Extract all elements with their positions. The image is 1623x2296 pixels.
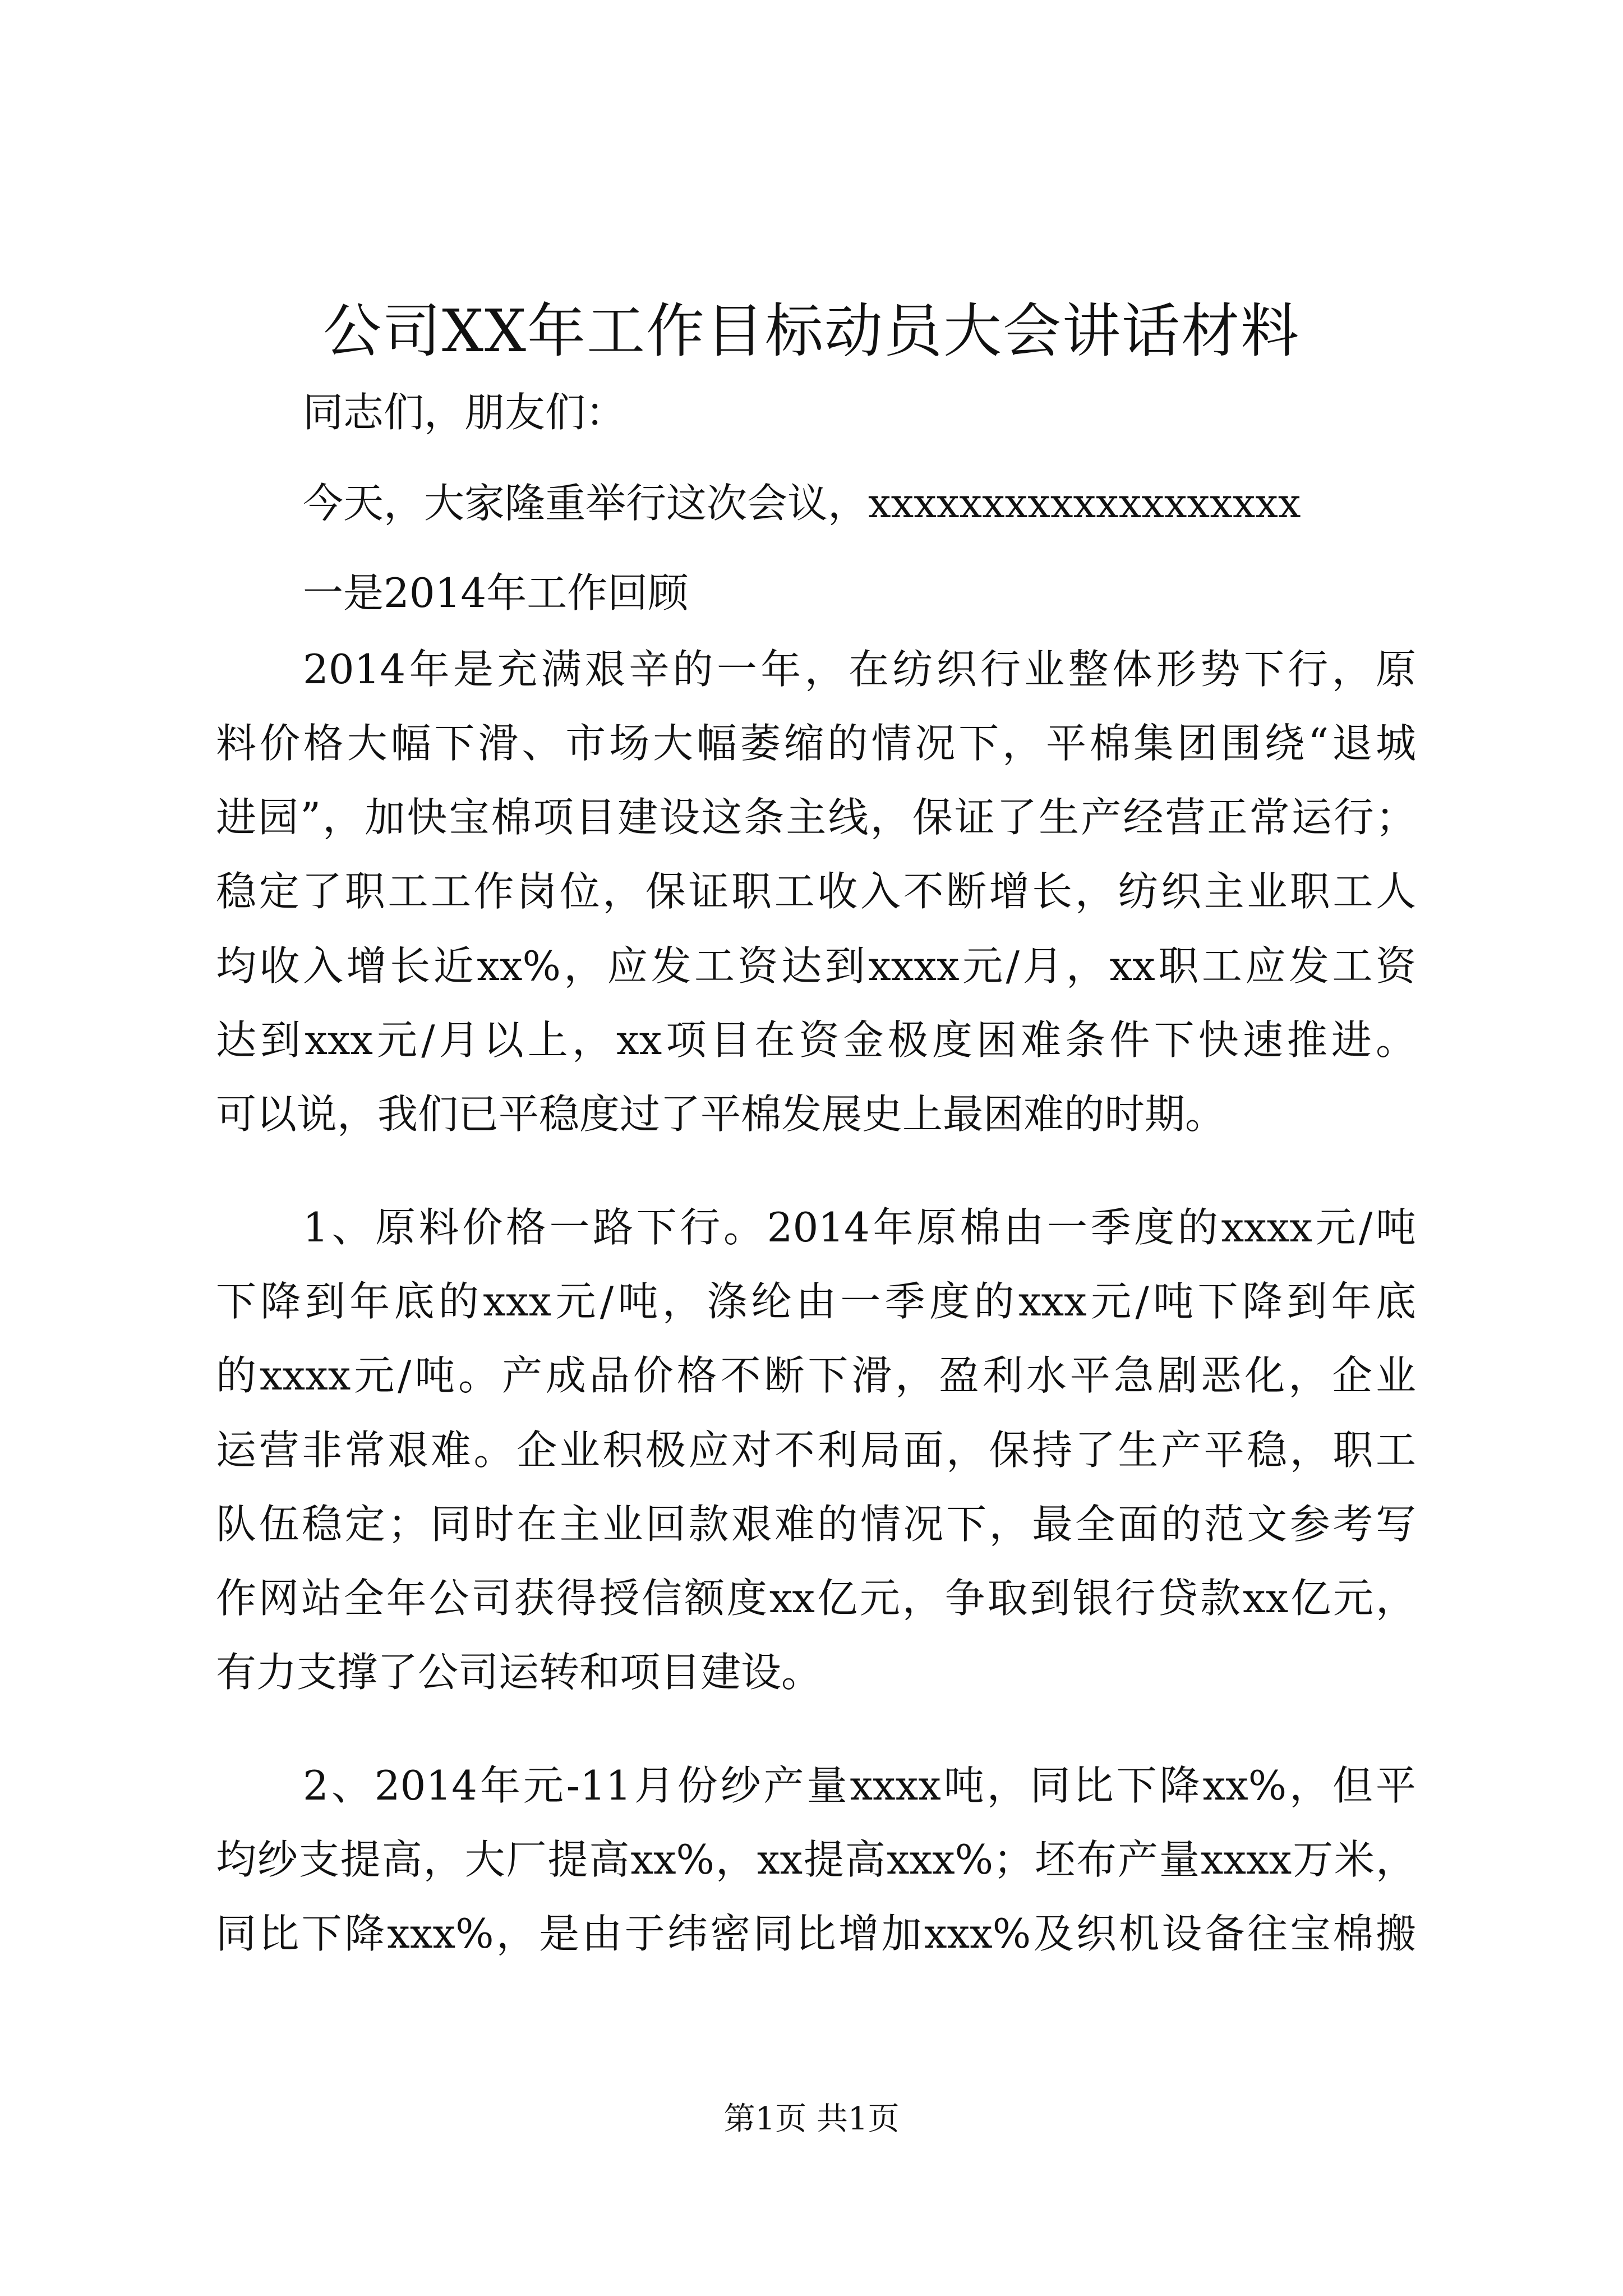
paragraph-line: 均纱支提高，大厂提高xx%，xx提高xxx%；坯布产量xxxx万米，	[216, 1836, 1416, 1883]
paragraph-line: 可以说，我们已平稳度过了平棉发展史上最困难的时期。	[216, 1091, 1226, 1138]
paragraph-line: 2014年是充满艰辛的一年，在纺织行业整体形势下行，原	[303, 646, 1416, 693]
section-heading: 一是2014年工作回顾	[303, 569, 689, 616]
paragraph-line: 的xxxx元/吨。产成品价格不断下滑，盈利水平急剧恶化，企业	[216, 1352, 1416, 1399]
document-title: 公司XX年工作目标动员大会讲话材料	[322, 297, 1301, 365]
page-footer: 第1页 共1页	[723, 2101, 900, 2137]
paragraph-line: 2、2014年元-11月份纱产量xxxx吨，同比下降xx%，但平	[303, 1762, 1416, 1809]
paragraph-line: 下降到年底的xxx元/吨，涤纶由一季度的xxx元/吨下降到年底	[216, 1278, 1416, 1325]
paragraph-line: 1、原料价格一路下行。2014年原棉由一季度的xxxx元/吨	[303, 1204, 1416, 1251]
paragraph-line: 料价格大幅下滑、市场大幅萎缩的情况下，平棉集团围绕“退城	[216, 720, 1416, 767]
paragraph-line: 稳定了职工工作岗位，保证职工收入不断增长，纺织主业职工人	[216, 868, 1416, 915]
paragraph-line: 同比下降xxx%，是由于纬密同比增加xxx%及织机设备往宝棉搬	[216, 1910, 1416, 1957]
paragraph-line: 有力支撑了公司运转和项目建设。	[216, 1649, 822, 1696]
paragraph-line: 队伍稳定；同时在主业回款艰难的情况下，最全面的范文参考写	[216, 1501, 1416, 1548]
paragraph-line: 作网站全年公司获得授信额度xx亿元，争取到银行贷款xx亿元，	[216, 1575, 1416, 1622]
salutation: 同志们，朋友们：	[303, 389, 626, 436]
paragraph-line: 进园”，加快宝棉项目建设这条主线，保证了生产经营正常运行；	[216, 794, 1416, 841]
paragraph-line: 均收入增长近xx%，应发工资达到xxxx元/月，xx职工应发工资	[216, 942, 1416, 990]
opening-line: 今天，大家隆重举行这次会议，xxxxxxxxxxxxxxxxxxx	[303, 480, 1301, 527]
paragraph-line: 达到xxx元/月以上，xx项目在资金极度困难条件下快速推进。	[216, 1016, 1416, 1064]
paragraph-line: 运营非常艰难。企业积极应对不利局面，保持了生产平稳，职工	[216, 1427, 1416, 1474]
